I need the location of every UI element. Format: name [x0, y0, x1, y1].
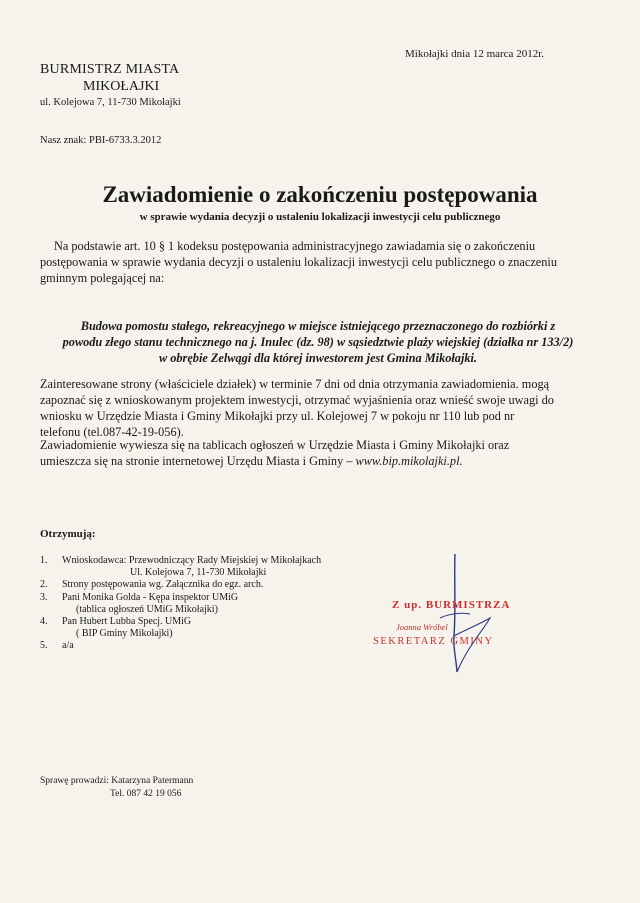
list-item-number: 5. — [40, 640, 48, 652]
project-line: powodu złego stanu technicznego na j. Inulec (dz. 98) w sąsiedztwie plaży wiejskiej (działka nr 133/2) — [62, 335, 574, 349]
list-item-sub — [40, 604, 321, 616]
sender-city: MIKOŁAJKI — [83, 79, 160, 94]
parties-line: wniosku w Urzędzie Miasta i Gminy Mikołajki przy ul. Kolejowej 7 w pokoju nr 110 lub pod nr — [40, 409, 515, 423]
list-item — [40, 579, 321, 591]
list-item-sub — [40, 567, 321, 579]
parties-paragraph — [40, 376, 596, 440]
list-item-number: 4. — [40, 616, 48, 628]
stamp-line: SEKRETARZ GMINY — [373, 636, 494, 647]
list-item-number: 1. — [40, 555, 48, 566]
reference-number: Nasz znak: PBI-6733.3.2012 — [40, 135, 162, 146]
list-item — [40, 616, 321, 628]
notice-paragraph — [40, 437, 596, 469]
intro-line: gminnym polegającej na: — [40, 271, 165, 285]
intro-line: Na podstawie art. 10 § 1 kodeksu postępowania administracyjnego zawiadamia się o zakończeniu — [54, 239, 536, 253]
document-title: Zawiadomienie o zakończeniu postępowania — [102, 182, 538, 207]
notice-line — [40, 453, 596, 469]
notice-line-text: umieszcza się na stronie internetowej Urzędu Miasta i Gminy – — [40, 454, 356, 468]
recipients-heading: Otrzymują: — [40, 528, 96, 540]
notice-line: Zawiadomienie wywiesza się na tablicach ogłoszeń w Urzędzie Miasta i Gminy Mikołajki oraz — [40, 438, 510, 452]
list-item — [40, 592, 321, 604]
document-date: Mikołajki dnia 12 marca 2012r. — [405, 48, 544, 60]
official-stamp — [370, 597, 540, 655]
list-item-text: a/a — [62, 640, 74, 652]
parties-line: Zainteresowane strony (właściciele działek) w terminie 7 dni od dnia otrzymania zawiadomienia. mogą — [40, 377, 550, 391]
list-item-text: Pani Monika Golda - Kępa inspektor UMiG — [62, 591, 239, 603]
list-item-subtext: Ul. Kolejowa 7, 11-730 Mikołajki — [130, 567, 267, 579]
stamp-line: Z up. BURMISTRZA — [392, 599, 511, 611]
parties-line: zapoznać się z wnioskowanym projektem inwestycji, otrzymać wyjaśnienia oraz wnieść swoje uwagi do — [40, 393, 554, 407]
list-item-text: Strony postępowania wg. Załącznika do egz. arch. — [62, 579, 264, 591]
intro-line: postępowania w sprawie wydania decyzji o ustaleniu lokalizacji inwestycji celu publicznego o znaczeniu — [40, 255, 557, 269]
list-item — [40, 640, 321, 652]
list-item-number: 3. — [40, 591, 48, 603]
parties-line: telefonu (tel.087-42-19-056). — [40, 425, 184, 439]
list-item-subtext: (tablica ogłoszeń UMiG Mikołajki) — [76, 603, 218, 615]
project-line: w obrębie Zelwągi dla której inwestorem jest Gmina Mikołajki. — [158, 351, 477, 365]
list-item-text: Pan Hubert Lubba Specj. UMiG — [62, 616, 192, 628]
stamp-signer: Joanna Wróbel — [396, 622, 448, 632]
intro-paragraph — [40, 238, 596, 286]
project-line: Budowa pomostu stałego, rekreacyjnego w miejsce istniejącego przeznaczonego do rozbiórki z — [80, 319, 556, 333]
handled-by: Sprawę prowadzi: Katarzyna Patermann — [40, 776, 194, 786]
list-item — [40, 555, 321, 567]
sender-address: ul. Kolejowa 7, 11-730 Mikołajki — [40, 97, 181, 108]
list-item-sub — [40, 628, 321, 640]
list-item-subtext: ( BIP Gminy Mikołajki) — [76, 628, 173, 640]
list-item-text: Wnioskodawca: Przewodniczący Rady Miejskiej w Mikołajkach — [62, 555, 322, 566]
sender-name: BURMISTRZ MIASTA — [40, 62, 180, 77]
document-subtitle: w sprawie wydania decyzji o ustaleniu lokalizacji inwestycji celu publicznego — [139, 211, 501, 223]
contact-phone: Tel. 087 42 19 056 — [110, 789, 182, 799]
bip-link[interactable]: www.bip.mikolajki.pl. — [355, 454, 463, 468]
recipients-list — [40, 555, 321, 653]
list-item-number: 2. — [40, 579, 48, 591]
project-description — [40, 318, 596, 366]
